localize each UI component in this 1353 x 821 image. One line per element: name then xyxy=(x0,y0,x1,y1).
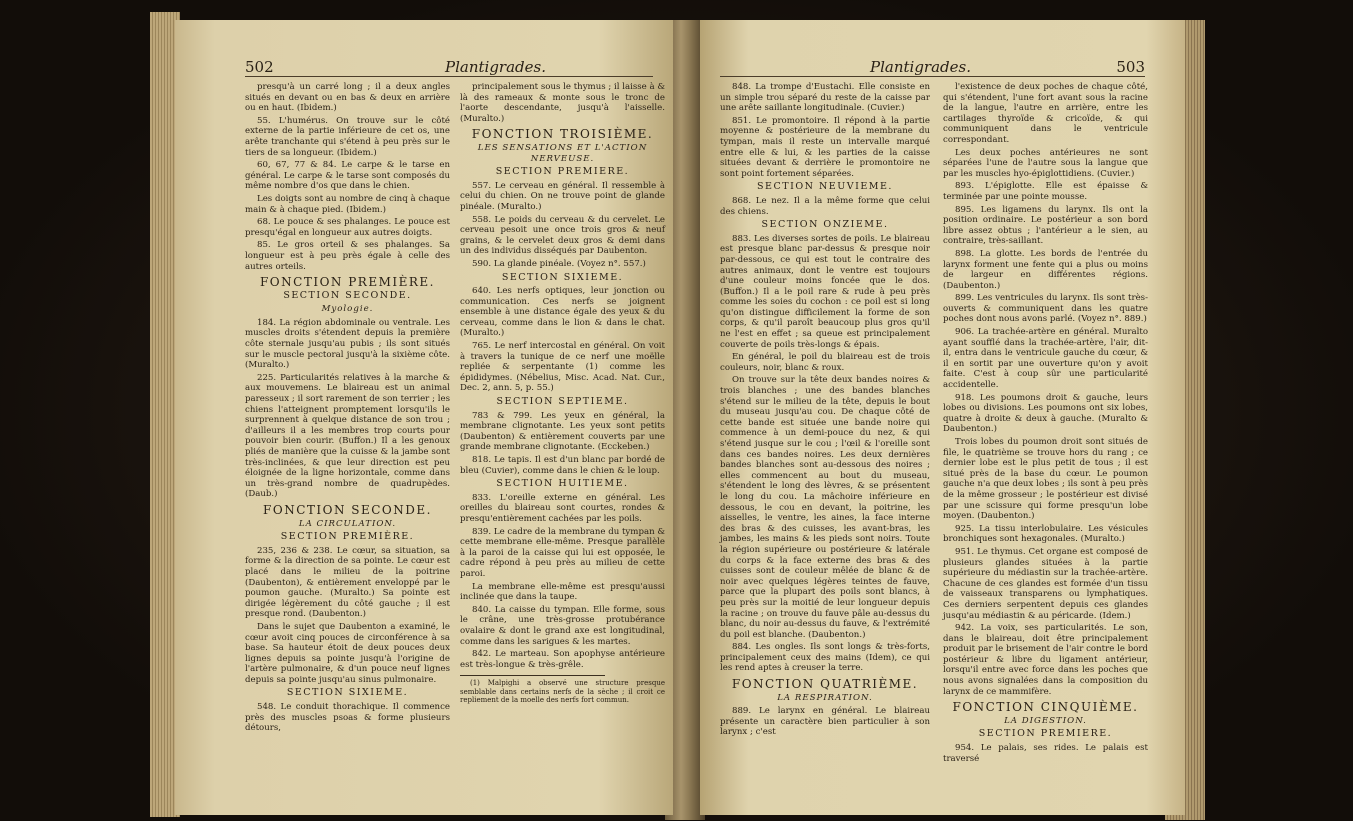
paragraph: Les doigts sont au nombre de cinq à chaque main & à chaque pied. (Ibidem.) xyxy=(245,193,450,215)
paragraph: 68. Le pouce & ses phalanges. Le pouce est presqu'égal en longueur aux autres doigts. xyxy=(245,217,450,238)
function-heading: FONCTION SECONDE. xyxy=(263,502,432,517)
paragraph: 840. La caisse du tympan. Elle forme, sous le crâne, une très-grosse protubérance ovalaire & dont le grand axe est longitudinal, comme dans les sarigues & les martes. xyxy=(460,604,665,647)
paragraph: 884. Les ongles. Ils sont longs & très-forts, principalement ceux des mains (Idem), ce qui les rend aptes à creuser la terre. xyxy=(720,642,930,674)
paragraph: principalement sous le thymus ; il laisse à & là des rameaux & monte sous le tronc de l'aorte descendante, jusqu'à l'aisselle. (Muralto.) xyxy=(460,82,665,124)
left-column-2 xyxy=(460,82,665,707)
section-heading: SECTION SIXIEME. xyxy=(286,687,409,699)
section-heading: SECTION NEUVIEME. xyxy=(757,181,893,193)
paragraph: 235, 236 & 238. Le cœur, sa situation, sa forme & la direction de sa pointe. Le cœur est placé dans le milieu de la poitrine (Daubenton), & entièrement enveloppé par le poumon gauche. (Muralto.) Sa pointe est dirigée légèrement du côté gauche ; il est presque rond. (Daubenton.) xyxy=(245,545,450,620)
paragraph: 951. Le thymus. Cet organe est composé de plusieurs glandes situées à la partie supérieure du médiastin sur la trachée-artère. Chacune de ces glandes est formée d'un tissu de vaisseaux transparens ou lymphatiques. Ces derniers serpentent depuis ces glandes jusqu'au médiastin & au péricarde. (Idem.) xyxy=(943,546,1148,621)
paragraph: Les deux poches antérieures ne sont séparées l'une de l'autre sous la langue que par les muscles hyo-épiglottidiens. (Cuvier.) xyxy=(943,147,1148,179)
paragraph: 184. La région abdominale ou ventrale. Les muscles droits s'étendent depuis la première côte sternale jusqu'au pubis ; ils sont situés sur le muscle pectoral jusqu'à la sixième côte. (Muralto.) xyxy=(245,317,450,371)
function-heading: FONCTION QUATRIÈME. xyxy=(731,677,919,692)
paragraph: 954. Le palais, ses rides. Le palais est traversé xyxy=(943,743,1148,764)
section-heading: SECTION ONZIEME. xyxy=(761,219,889,231)
subheading: LA RESPIRATION. xyxy=(777,692,873,703)
paragraph: presqu'à un carré long ; il a deux angles situés en devant ou en bas & deux en arrière ou en haut. (Ibidem.) xyxy=(245,82,450,114)
paragraph: 640. Les nerfs optiques, leur jonction ou communication. Ces nerfs se joignent ensemble à une distance égale des yeux & du cerveau, comme dans le lion & dans le chat. (Muralto.) xyxy=(460,286,665,339)
section-heading: SECTION SIXIEME. xyxy=(501,271,624,283)
paragraph: 225. Particularités relatives à la marche & aux mouvemens. Le blaireau est un animal paresseux ; il sort rarement de son terrier ; les chiens l'atteignent promptement lorsqu'ils le surprennent à quelque distance de son trou ; d'ailleurs il a les membres trop courts pour pouvoir bien courir. (Buffon.) Il a les genoux pliés de manière que la cuisse & la jambe sont très-inclinées, & que leur direction est peu éloignée de la ligne horizontale, comme dans un très-grand nombre de quadrupèdes. (Daub.) xyxy=(245,372,450,500)
section-heading: SECTION PREMIERE. xyxy=(978,728,1113,740)
paragraph: 893. L'épiglotte. Elle est épaisse & terminée par une pointe mousse. xyxy=(943,181,1148,202)
paragraph: 889. Le larynx en général. Le blaireau présente un caractère bien particulier à son larynx ; c'est xyxy=(720,706,930,738)
footnote-rule xyxy=(460,675,605,676)
subheading: LA DIGESTION. xyxy=(1004,715,1087,726)
paragraph: 55. L'humérus. On trouve sur le côté externe de la partie inférieure de cet os, une arête tranchante qui s'étend à peu près sur le tiers de sa longueur. (Ibidem.) xyxy=(245,115,450,158)
function-heading: FONCTION PREMIÈRE. xyxy=(259,275,435,290)
section-heading: SECTION PREMIERE. xyxy=(495,166,630,178)
paragraph: Trois lobes du poumon droit sont situés de file, le quatrième se trouve hors du rang ; ce dernier lobe est le plus petit de tous ; il est situé près de la base du cœur. Le poumon gauche n'a que deux lobes ; ils sont à peu près de la même grosseur ; le postérieur est divisé par une scissure qui forme presqu'un lobe moyen. (Daubenton.) xyxy=(943,437,1148,522)
paragraph: 548. Le conduit thorachique. Il commence près des muscles psoas & forme plusieurs détours, xyxy=(245,702,450,734)
paragraph: 906. La trachée-artère en général. Muralto ayant soufflé dans la trachée-artère, l'air, dit-il, entra dans le ventricule gauche du cœur, & il en sortit par une ouverture qu'on y avoit faite. C'est à coup sûr une particularité accidentelle. xyxy=(943,327,1148,391)
right-page-number: 503 xyxy=(1116,58,1145,76)
paragraph: 898. La glotte. Les bords de l'entrée du larynx forment une fente qui a plus ou moins de largeur en différentes régions. (Daubenton.) xyxy=(943,248,1148,291)
paragraph: l'existence de deux poches de chaque côté, qui s'étendent, l'une fort avant sous la racine de la langue, l'autre en arrière, entre les cartilages thyroïde & cricoïde, & qui communiquent dans le ventricule correspondant. xyxy=(943,82,1148,145)
paragraph: On trouve sur la tête deux bandes noires & trois blanches ; une des bandes blanches s'étend sur le milieu de la tête, depuis le bout du museau jusqu'au cou. De chaque côté de cette bande est située une bande noire qui commence à un demi-pouce du nez, & qui s'étend jusque sur le cou ; l'œil & l'oreille sont dans ces bandes noires. Les deux dernières bandes blanches sont au-dessous des noires ; elles commencent au bout du museau, s'étendent le long des lèvres, & se présentent le long du cou. La mâchoire inférieure en dessous, le cou en devant, la poitrine, les aisselles, le ventre, les aines, la face interne des bras & des cuisses, les avant-bras, les jambes, les mains & les pieds sont noirs. Toute la région supérieure ou postérieure & latérale du corps & la face externe des bras & des cuisses sont de couleur mêlée de blanc & de noir avec quelques légères teintes de fauve, parce que la plupart des poils sont blancs, à peu près sur la moitié de leur longueur depuis la racine ; on trouve du fauve pâle au-dessus du blanc, du noir au-dessus du fauve, & l'extrémité du poil est blanche. (Daubenton.) xyxy=(720,375,930,640)
paragraph: 842. Le marteau. Son apophyse antérieure est très-longue & très-grêle. xyxy=(460,649,665,670)
paragraph: 851. Le promontoire. Il répond à la partie moyenne & postérieure de la membrane du tympan, mais il reste un intervalle marqué entre elle & lui, & les parties de la caisse situées devant & derrière le promontoire ne sont point fortement séparées. xyxy=(720,115,930,179)
subheading: Myologie. xyxy=(321,304,374,315)
paragraph: 783 & 799. Les yeux en général, la membrane clignotante. Les yeux sont petits (Daubenton) & entièrement couverts par une grande membrane clignotante. (Ecckeben.) xyxy=(460,410,665,453)
paragraph: 558. Le poids du cerveau & du cervelet. Le cerveau pesoit une once trois gros & neuf grains, & le cervelet deux gros & demi dans un des individus disséqués par Daubenton. xyxy=(460,214,665,257)
paragraph: 557. Le cerveau en général. Il ressemble à celui du chien. On ne trouve point de glande pinéale. (Muralto.) xyxy=(460,180,665,212)
paragraph: 60, 67, 77 & 84. Le carpe & le tarse en général. Le carpe & le tarse sont composés du même nombre d'os que dans le chien. xyxy=(245,160,450,192)
paragraph: 590. La glande pinéale. (Voyez n°. 557.) xyxy=(472,258,646,269)
paragraph: 895. Les ligamens du larynx. Ils ont la position ordinaire. Le postérieur a son bord libre assez obtus ; l'antérieur a le sien, au contraire, très-saillant. xyxy=(943,204,1148,247)
function-heading: FONCTION CINQUIÈME. xyxy=(952,700,1139,715)
paragraph: 942. La voix, ses particularités. Le son, dans le blaireau, doit être principalement produit par le brisement de l'air contre le bord postérieur & libre du ligament antérieur, lorsqu'il entre avec force dans les poches que nous avons signalées dans la composition du larynx de ce mammifère. xyxy=(943,623,1148,697)
right-column-1 xyxy=(720,82,930,740)
right-running-title: Plantigrades. xyxy=(870,58,971,76)
left-running-title: Plantigrades. xyxy=(445,58,546,76)
subheading: LA CIRCULATION. xyxy=(298,518,397,529)
paragraph: 85. Le gros orteil & ses phalanges. Sa longueur est à peu près égale à celle des autres orteils. xyxy=(245,240,450,272)
paragraph: En général, le poil du blaireau est de trois couleurs, noir, blanc & roux. xyxy=(720,352,930,373)
paragraph: 839. Le cadre de la membrane du tympan & cette membrane elle-même. Presque parallèle à la paroi de la caisse qui lui est opposée, le cadre répond à peu près au milieu de cette paroi. xyxy=(460,526,665,579)
section-heading: SECTION SECONDE. xyxy=(283,289,412,301)
right-column-2 xyxy=(943,82,1148,766)
subheading: LES SENSATIONS ET L'ACTION NERVEUSE. xyxy=(477,142,648,164)
paragraph: La membrane elle-même est presqu'aussi inclinée que dans la taupe. xyxy=(460,581,665,603)
paragraph: Dans le sujet que Daubenton a examiné, le cœur avoit cinq pouces de circonférence à sa base. Sa hauteur étoit de deux pouces deux lignes depuis sa pointe jusqu'à l'origine de l'artère pulmonaire, & d'un pouce neuf lignes depuis sa pointe jusqu'au sinus pulmonaire. xyxy=(245,621,450,685)
section-heading: SECTION HUITIEME. xyxy=(496,478,629,490)
paragraph: 868. Le nez. Il a la même forme que celui des chiens. xyxy=(720,195,930,217)
footnote: (1) Malpighi a observé une structure presque semblable dans certains nerfs de la sèche ; il croit ce repliement de la moelle des nerfs fort commun. xyxy=(460,679,665,705)
section-heading: SECTION PREMIÈRE. xyxy=(280,531,415,543)
paragraph: 883. Les diverses sortes de poils. Le blaireau est presque blanc par-dessus & presque noir par-dessous, ce qui est tout le contraire des autres animaux, dont le ventre est toujours d'une couleur moins foncée que le dos. (Buffon.) Il a le poil rare & rude à peu près comme les soies du cochon : ce poil est si long qu'on distingue difficilement la forme de son corps, & qu'il paroît beaucoup plus gros qu'il ne l'est en effet ; sa queue est principalement couverte de poils très-longs & épais. xyxy=(720,233,930,350)
section-heading: SECTION SEPTIEME. xyxy=(496,396,629,408)
paragraph: 848. La trompe d'Eustachi. Elle consiste en un simple trou séparé du reste de la caisse par une arête saillante longitudinale. (Cuvier.) xyxy=(720,82,930,114)
left-column-1 xyxy=(245,82,450,736)
paragraph: 818. Le tapis. Il est d'un blanc par bordé de bleu (Cuvier), comme dans le chien & le loup. xyxy=(460,455,665,476)
function-heading: FONCTION TROISIÈME. xyxy=(471,127,654,142)
paragraph: 765. Le nerf intercostal en général. On voit à travers la tunique de ce nerf une moëlle repliée & serpentante (1) comme les épididymes. (Nébelius, Misc. Acad. Nat. Cur., Dec. 2, ann. 5, p. 55.) xyxy=(460,341,665,394)
right-page-header xyxy=(720,58,1145,77)
left-page-number: 502 xyxy=(245,58,274,76)
paragraph: 918. Les poumons droit & gauche, leurs lobes ou divisions. Les poumons ont six lobes, quatre à droite & deux à gauche. (Muralto & Daubenton.) xyxy=(943,392,1148,435)
right-page xyxy=(700,20,1185,815)
paragraph: 899. Les ventricules du larynx. Ils sont très-ouverts & communiquent dans les quatre poches dont nous avons parlé. (Voyez n°. 889.) xyxy=(943,293,1148,325)
paragraph: 833. L'oreille externe en général. Les oreilles du blaireau sont courtes, rondes & presqu'entièrement cachées par les poils. xyxy=(460,492,665,524)
left-page-header xyxy=(245,58,653,77)
paragraph: 925. La tissu interlobulaire. Les vésicules bronchiques sont hexagonales. (Muralto.) xyxy=(943,523,1148,545)
left-page xyxy=(175,20,673,815)
